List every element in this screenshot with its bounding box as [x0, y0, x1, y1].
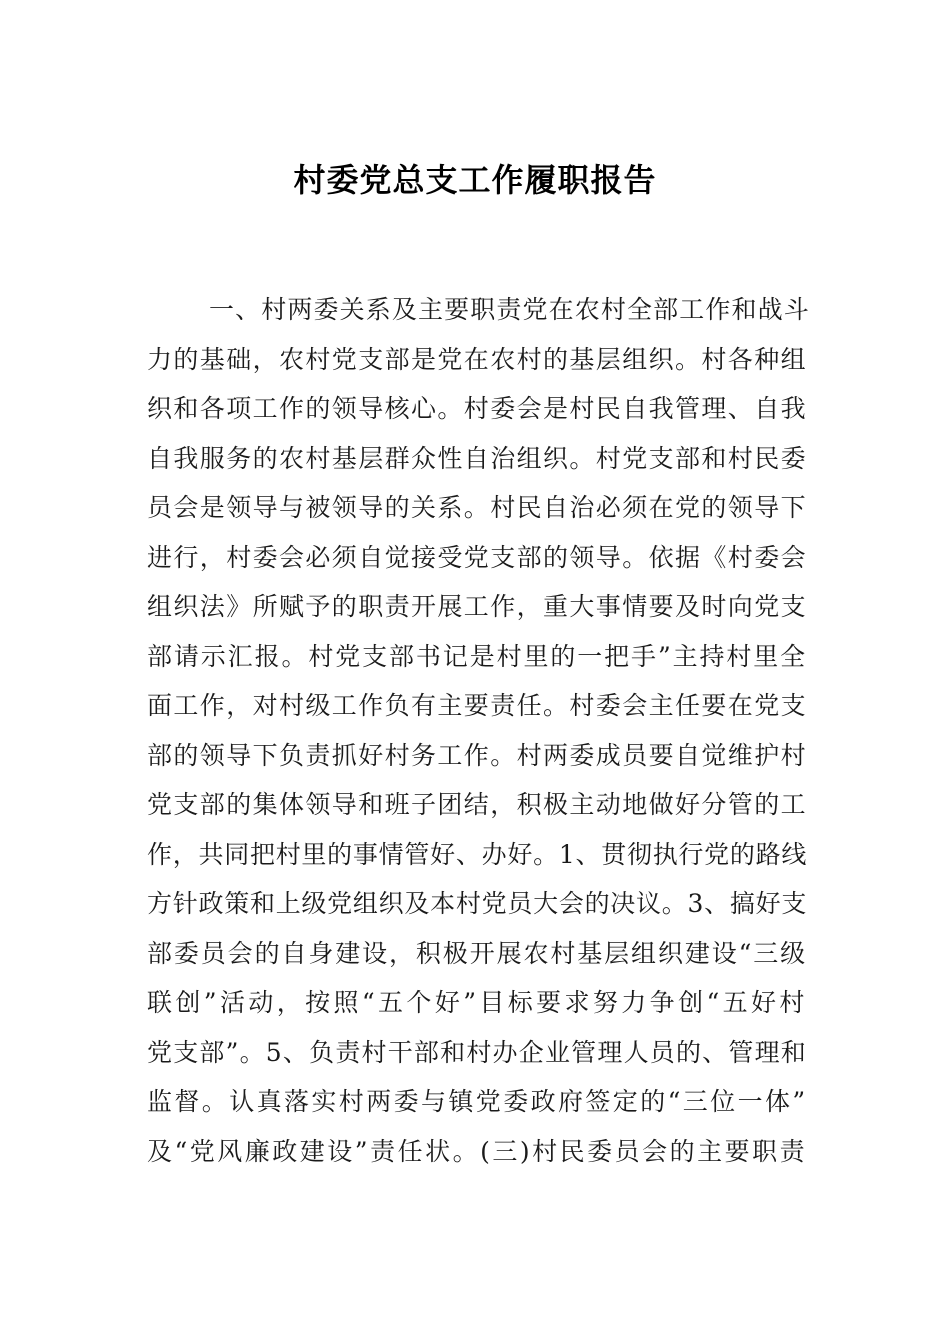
body-line: 部的领导下负责抓好村务工作。村两委成员要自觉维护村 [147, 740, 808, 770]
body-line: 作，共同把村里的事情管好、办好。1、贯彻执行党的路线 [147, 839, 807, 869]
body-line: 党支部的集体领导和班子团结，积极主动地做好分管的工 [147, 790, 808, 819]
document-title: 村委党总支工作履职报告 [293, 161, 657, 199]
body-line: 联创”活动，按照“五个好”目标要求努力争创“五好村 [147, 988, 807, 1017]
body-line: 力的基础，农村党支部是党在农村的基层组织。村各种组 [147, 344, 808, 374]
body-line: 自我服务的农村基层群众性自治组织。村党支部和村民委 [147, 443, 808, 473]
body-line: 及“党风廉政建设”责任状。(三)村民委员会的主要职责 [147, 1136, 807, 1166]
body-line: 面工作，对村级工作负有主要责任。村委会主任要在党支 [147, 691, 808, 720]
body-line: 方针政策和上级党组织及本村党员大会的决议。3、搞好支 [147, 889, 807, 918]
body-line: 进行，村委会必须自觉接受党支部的领导。依据《村委会 [147, 542, 808, 572]
body-line: 员会是领导与被领导的关系。村民自治必须在党的领导下 [147, 493, 808, 522]
body-line: 监督。认真落实村两委与镇党委政府签定的“三位一体” [147, 1087, 808, 1116]
body-line: 一、村两委关系及主要职责党在农村全部工作和战斗 [209, 295, 807, 324]
body-line: 组织法》所赋予的职责开展工作，重大事情要及时向党支 [147, 592, 808, 621]
body-line: 部请示汇报。村党支部书记是村里的一把手”主持村里全 [147, 641, 807, 671]
body-line: 部委员会的自身建设，积极开展农村基层组织建设“三级 [147, 938, 807, 968]
document-body [147, 285, 807, 1176]
body-line: 织和各项工作的领导核心。村委会是村民自我管理、自我 [147, 394, 808, 423]
body-line: 党支部”。5、负责村干部和村办企业管理人员的、管理和 [147, 1037, 807, 1067]
